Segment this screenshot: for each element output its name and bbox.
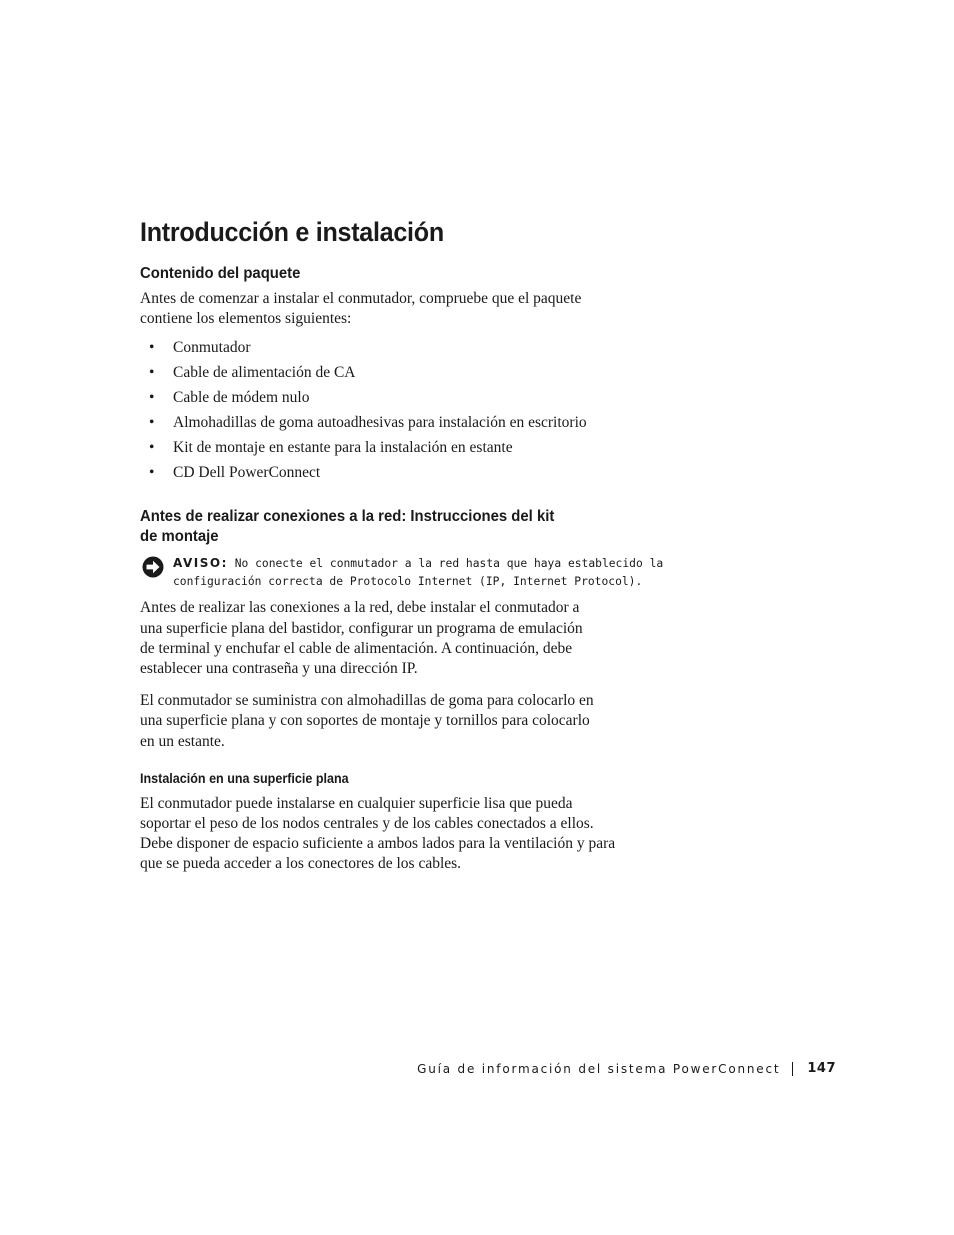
notice-line [173, 555, 664, 573]
paragraph-line: de terminal y enchufar el cable de alimentación. A continuación, debe [140, 639, 573, 657]
paragraph-line: una superficie plana y con soportes de montaje y tornillos para colocarlo [140, 712, 590, 730]
paragraph-line: Debe disponer de espacio suficiente a ambos lados para la ventilación y para [140, 835, 616, 853]
list-item-text: Kit de montaje en estante para la instalación en estante [173, 439, 513, 457]
bullet-icon: • [149, 389, 155, 407]
list-item [140, 410, 640, 435]
notice-box [140, 555, 664, 590]
notice-text: configuración correcta de Protocolo Internet (IP, Internet Protocol). [173, 574, 643, 588]
list-item-text: Cable de alimentación de CA [173, 364, 356, 382]
paragraph-line: El conmutador se suministra con almohadillas de goma para colocarlo en [140, 692, 594, 710]
bullet-icon: • [149, 439, 155, 457]
paragraph-line: Antes de realizar las conexiones a la red, debe instalar el conmutador a [140, 599, 580, 617]
list-item-text: Cable de módem nulo [173, 389, 310, 407]
list-item [140, 460, 640, 485]
heading-line: de montaje [140, 528, 219, 546]
page-title: Introducción e instalación [140, 217, 444, 247]
package-intro-paragraph [140, 289, 640, 329]
list-item [140, 335, 640, 360]
mounting-paragraph [140, 691, 640, 752]
section-heading-flat-surface: Instalación en una superficie plana [140, 770, 349, 786]
footer-guide-title: Guía de información del sistema PowerConnect [417, 1061, 781, 1076]
paragraph-line: una superficie plana del bastidor, configurar un programa de emulación [140, 619, 583, 637]
bullet-icon: • [149, 364, 155, 382]
list-item-text: Almohadillas de goma autoadhesivas para instalación en escritorio [173, 414, 587, 432]
paragraph-line: contiene los elementos siguientes: [140, 310, 352, 328]
list-item-text: CD Dell PowerConnect [173, 464, 321, 482]
notice-label: AVISO: [173, 556, 228, 571]
paragraph-line: en un estante. [140, 732, 225, 750]
notice-text: No conecte el conmutador a la red hasta que haya establecido la [234, 557, 664, 571]
connections-paragraph [140, 598, 640, 679]
bullet-icon: • [149, 339, 155, 357]
list-item-text: Conmutador [173, 339, 251, 357]
section-heading-network-connections [140, 507, 605, 547]
paragraph-line: Antes de comenzar a instalar el conmutador, compruebe que el paquete [140, 290, 582, 307]
flat-surface-paragraph [140, 794, 640, 875]
list-item [140, 360, 640, 385]
bullet-icon: • [149, 464, 155, 482]
page-content [140, 212, 664, 875]
footer-divider [792, 1062, 793, 1076]
package-items-list [140, 335, 640, 485]
bullet-icon: • [149, 414, 155, 432]
list-item [140, 435, 640, 460]
heading-line: Antes de realizar conexiones a la red: Instrucciones del kit [140, 508, 555, 526]
page-footer [417, 1061, 836, 1076]
notice-arrow-icon [142, 556, 164, 578]
section-heading-package-contents: Contenido del paquete [140, 265, 301, 282]
paragraph-line: El conmutador puede instalarse en cualquier superficie lisa que pueda [140, 794, 573, 812]
paragraph-line: que se pueda acceder a los conectores de los cables. [140, 855, 462, 873]
list-item [140, 385, 640, 410]
paragraph-line: establecer una contraseña y una dirección IP. [140, 660, 418, 678]
page-number: 147 [807, 1061, 836, 1076]
paragraph-line: soportar el peso de los nodos centrales y de los cables conectados a ellos. [140, 815, 594, 833]
